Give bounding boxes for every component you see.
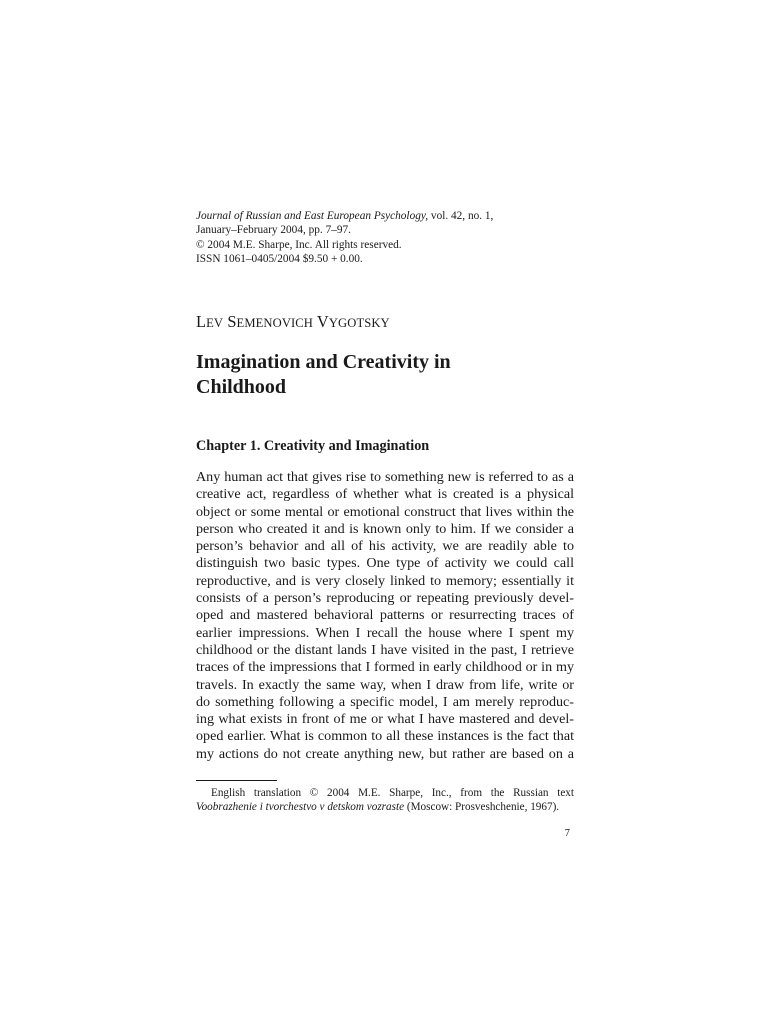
author-name-part: V (313, 312, 329, 331)
body-line: my actions do not create anything new, but rather are based on a (196, 745, 574, 762)
body-line: creative act, regardless of whether what is created is a physical (196, 486, 574, 503)
body-line: traces of the impressions that I formed in early childhood or in my (196, 659, 574, 676)
body-line: distinguish two basic types. One type of activity we could call (196, 555, 574, 572)
journal-volume: vol. 42, no. 1, (428, 210, 494, 222)
author-name-part: L (196, 312, 207, 331)
footnote-line: English translation © 2004 M.E. Sharpe, Inc., from the Russian text (211, 787, 574, 799)
footnote (196, 786, 574, 815)
body-line: person who created it and is known only to him. If we consider a (196, 520, 574, 537)
citation-copyright: © 2004 M.E. Sharpe, Inc. All rights reserved. (196, 238, 402, 251)
article-title (196, 350, 574, 400)
author-name-part: YGOTSKY (328, 316, 390, 330)
chapter-heading: Chapter 1. Creativity and Imagination (196, 438, 430, 454)
body-line: ing what exists in front of me or what I have mastered and devel- (196, 711, 574, 728)
body-line: oped and mastered behavioral patterns or resurrecting traces of (196, 607, 574, 624)
body-line: person’s behavior and all of his activity, we are readily able to (196, 538, 574, 555)
body-paragraph (196, 469, 574, 763)
body-line: travels. In exactly the same way, when I draw from life, write or (196, 676, 574, 693)
author-name-part: EMENOVICH (236, 316, 314, 330)
citation-issn: ISSN 1061–0405/2004 $9.50 + 0.00. (196, 252, 363, 265)
article-title-line: Imagination and Creativity in (196, 351, 451, 373)
body-line: Any human act that gives rise to something new is referred to as a (196, 469, 574, 485)
footnote-rule (196, 780, 277, 781)
author-name-part: S (223, 312, 237, 331)
body-line: reproductive, and is very closely linked to memory; essentially it (196, 572, 574, 589)
body-line: object or some mental or emotional construct that lives within the (196, 503, 574, 520)
body-line: consists of a person’s reproducing or repeating previously devel- (196, 590, 574, 607)
footnote-source-title: Voobrazhenie i tvorchestvo v detskom vozraste (196, 801, 405, 814)
body-line: do something following a specific model, I am merely reproduc- (196, 693, 574, 710)
citation-block (196, 209, 574, 266)
body-line: oped earlier. What is common to all these instances is the fact that (196, 728, 574, 745)
page-number: 7 (564, 828, 570, 839)
citation-journal-line (196, 209, 574, 223)
body-line: earlier impressions. When I recall the house where I spent my (196, 624, 574, 641)
footnote-line (196, 800, 574, 814)
body-line: childhood or the distant lands I have visited in the past, I retrieve (196, 641, 574, 658)
journal-page (196, 0, 574, 1024)
journal-name: Journal of Russian and East European Psychology, (196, 210, 429, 222)
citation-dates: January–February 2004, pp. 7–97. (196, 224, 351, 237)
author-name-part: EV (206, 316, 224, 330)
author-name (196, 312, 390, 332)
footnote-source-publisher: (Moscow: Prosveshchenie, 1967). (404, 801, 560, 814)
article-title-line: Childhood (196, 376, 287, 398)
